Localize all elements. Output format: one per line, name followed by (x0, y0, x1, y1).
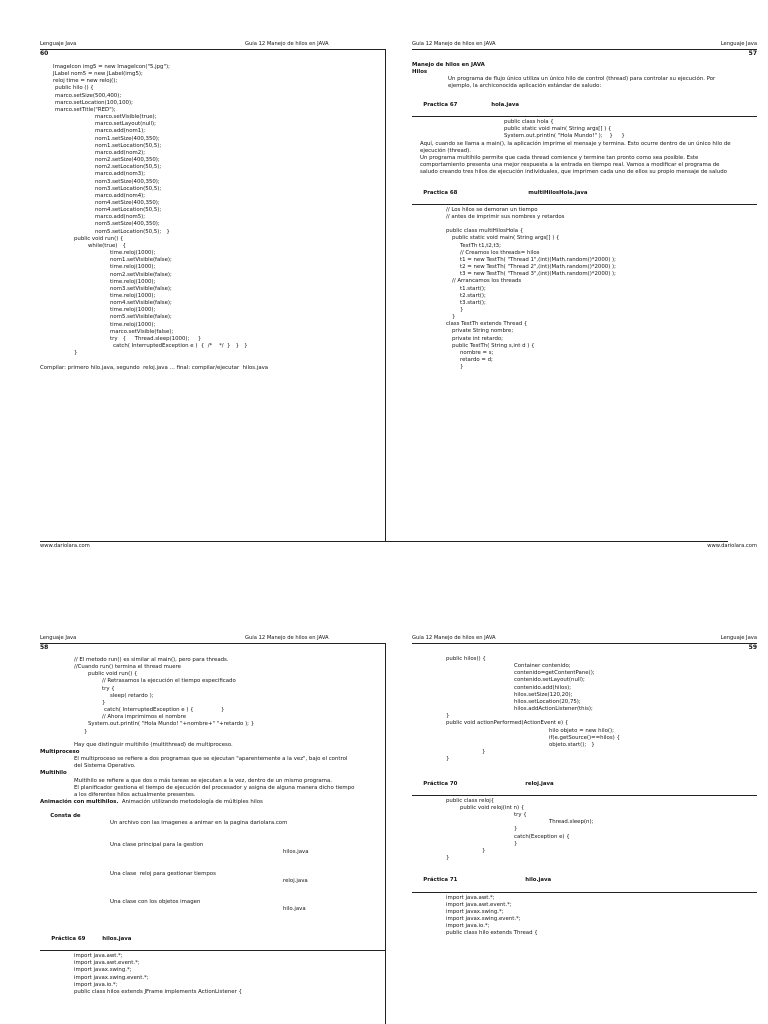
code-line: import java.awt.*; (446, 894, 495, 901)
spread-divider (385, 49, 386, 541)
code-line: // Los hilos se demoran un tiempo (446, 206, 538, 213)
page-body (40, 657, 385, 996)
code-line: public void run() { (74, 235, 124, 242)
section-title: Multiproceso (40, 748, 80, 755)
code-line: marco.setTitle("RED"); (55, 106, 116, 113)
practice-file: hilo.java (525, 877, 552, 884)
code-line: nom2.setVisible(false); (110, 271, 172, 278)
consta-file: reloj.java (283, 877, 308, 884)
page-58 (40, 635, 385, 1024)
code-line: } (482, 847, 486, 854)
consta-row: Un archivo con las imagenes a animar en la pagina dariolara.com (110, 820, 288, 827)
code-line: nom4.setVisible(false); (110, 300, 172, 307)
code-line: public hilo () { (55, 85, 94, 92)
code-line: } (446, 756, 450, 763)
code-line: public hilos() { (446, 656, 486, 662)
code-line: nom5.setSize(400,350); (95, 221, 160, 228)
page-number: 59 (748, 644, 757, 651)
code-line: nom2.setLocation(50,5); (95, 164, 162, 171)
consta-label: Consta de (50, 813, 81, 820)
code-line: catch( InterruptedException e ) { } (104, 707, 225, 714)
paragraph: Multihilo se refiere a que dos o más tareas se ejecutan a la vez, dentro de un mismo programa. (74, 777, 332, 784)
header-rule (412, 49, 757, 50)
code-line: contenido=getContentPane(); (514, 670, 595, 677)
page-60 (40, 41, 385, 553)
code-line: catch( InterruptedException e ) { /* */ } } } (113, 343, 248, 350)
code-line: // Retrasamos la ejecución el tiempo especificado (102, 678, 236, 685)
header-guide-label: Guía 12 Manejo de hilos en JAVA (412, 635, 496, 641)
header-rule (412, 643, 757, 644)
practice-label: Practica 68 (423, 189, 458, 196)
code-line: t2.start(); (460, 292, 486, 299)
code-line: } (460, 306, 464, 313)
page-number: 57 (748, 50, 757, 57)
practice-heading (40, 929, 385, 951)
code-line: if(e.getSource()==hilos) { (549, 734, 620, 741)
paragraph: Un programa multihilo permite que cada thread comience y termine tan pronto como sea posible. Este comportamiento presenta una mejor respuesta a la entrada en tiempo real. Vamos a modificar el programa de saludo creando tres hilos de ejecución individuales, que imprimen cada uno de ellos su propio mensaje de saludo (420, 154, 727, 176)
practice-label: Práctica 69 (51, 935, 86, 942)
code-line: time.reloj(1000); (110, 278, 156, 285)
code-line: import java.awt.event.*; (446, 901, 512, 908)
code-line: import javax.swing.*; (74, 967, 132, 974)
section-subtitle: Hilos (412, 69, 428, 76)
practice-heading (412, 773, 757, 795)
code-line: import javax.swing.*; (446, 909, 504, 915)
code-line: t1 = new TestTh( "Thread 1",(int)(Math.random()*2000) ); (460, 256, 616, 263)
code-line: time.reloj(1000); (110, 264, 156, 271)
code-line: t1.start(); (460, 285, 486, 292)
code-line: contenido.setLayout(null); (514, 677, 585, 684)
page-body (412, 656, 757, 938)
code-line: nom5.setLocation(50,5); } (95, 228, 170, 235)
practice-heading (412, 95, 757, 117)
practice-file: hilos.java (102, 935, 132, 942)
practice-file: reloj.java (525, 780, 554, 787)
code-line: hilos.setSize(120,20); (514, 691, 573, 698)
code-line: TestTh t1,t2,t3; (460, 242, 501, 249)
code-line: time.reloj(1000); (110, 321, 156, 328)
code-line: retardo = d; (460, 357, 493, 364)
code-line: private String nombre; (452, 328, 514, 335)
code-line: t2 = new TestTh( "Thread 2",(int)(Math.random()*2000) ); (460, 264, 616, 271)
code-line: } (514, 826, 518, 833)
code-line: } (102, 699, 106, 706)
section-title: Manejo de hilos en JAVA (412, 62, 485, 68)
header-rule (40, 643, 385, 644)
section-title: Animación con multihilos. (40, 798, 119, 805)
code-line: objeto.start(); } (549, 741, 595, 748)
code-line: ImageIcon img5 = new ImageIcon("5.jpg"); (53, 64, 170, 70)
code-line: marco.add(nom3); (95, 171, 146, 178)
code-line: } (446, 855, 450, 862)
header-right-label: Lenguaje Java (720, 41, 757, 47)
code-line: t3.start(); (460, 299, 486, 306)
consta-row: Una clase reloj para gestionar tiempos (110, 870, 216, 877)
code-line: reloj time = new reloj(); (53, 78, 118, 85)
code-line: nom3.setLocation(50,5); (95, 185, 162, 192)
code-line: } (84, 728, 88, 735)
practice-label: Practica 67 (423, 101, 458, 108)
spread-bottom-rule (40, 541, 728, 542)
code-line: System.out.println( "Hola Mundo! "+nombre+" "+retardo ); } (88, 721, 255, 728)
code-line: public TestTh( String s,int d ) { (452, 342, 535, 349)
header-guide-label: Guía 12 Manejo de hilos en JAVA (245, 635, 329, 641)
code-line: marco.add(nom4); (95, 192, 146, 199)
code-line: // Creamos los threads= hilos (460, 249, 540, 256)
header-right-label: Lenguaje Java (720, 635, 757, 641)
consta-row: Una clase con los objetos imagen (110, 899, 201, 906)
code-line: } (446, 713, 450, 720)
code-line: public static void main( String args[] ) { (504, 126, 612, 133)
code-line: } (460, 364, 464, 371)
practice-heading (412, 182, 757, 204)
paragraph: Un programa de flujo único utiliza un único hilo de control (thread) para controlar su ejecución. Por ejemplo, la archiconocida aplicación estándar de saludo: (448, 76, 716, 90)
code-line: class TestTh extends Thread { (446, 321, 528, 328)
code-line: nom2.setSize(400,350); (95, 157, 160, 164)
page-number: 58 (40, 644, 49, 651)
code-line: public class hilos extends JFrame implements ActionListener { (74, 988, 242, 995)
code-line: import java.awt.event.*; (74, 960, 140, 967)
code-line: catch(Exception e) { (514, 833, 570, 840)
header-guide-label: Guía 12 Manejo de hilos en JAVA (245, 41, 329, 47)
code-line: import javax.swing.event.*; (446, 916, 521, 923)
code-line: } (74, 350, 78, 357)
code-line: import java.io.*; (74, 981, 118, 988)
code-line: // El metodo run() es similar al main(), pero para threads. (74, 657, 229, 663)
code-line: public class multiHilosHola { (446, 228, 524, 235)
code-line: import java.awt.*; (74, 953, 123, 960)
practice-heading (412, 870, 757, 892)
code-line: marco.setLayout(null); (95, 121, 156, 128)
code-line: t3 = new TestTh( "Thread 3",(int)(Math.random()*2000) ); (460, 271, 616, 278)
code-line: marco.add(nom1); (95, 128, 146, 135)
code-line: Container contenido; (514, 663, 571, 670)
code-line: nom3.setSize(400,350); (95, 178, 160, 185)
practice-file: hola.java (491, 101, 519, 108)
page-57 (412, 41, 757, 553)
code-line: nom1.setLocation(50,5); (95, 142, 162, 149)
code-line: public class hola { (504, 119, 554, 126)
header-left-label: Lenguaje Java (40, 635, 77, 641)
code-line: nom1.setSize(400,350); (95, 135, 160, 142)
code-line: marco.setLocation(100,100); (55, 99, 133, 106)
page-number: 60 (40, 50, 49, 57)
header-rule (40, 49, 385, 50)
footer-url: www.dariolara.com (40, 543, 90, 549)
footer-url: www.dariolara.com (707, 543, 757, 549)
compile-note: Compilar: primero hilo.java, segundo reloj.java … final: compilar/ejecutar hilos.java (40, 365, 269, 372)
code-line: private int retardo; (452, 335, 504, 342)
page-59 (412, 635, 757, 1024)
header-left-label: Lenguaje Java (40, 41, 77, 47)
practice-file: multiHilosHola.java (528, 189, 588, 196)
code-line: } (452, 314, 456, 321)
code-line: time.reloj(1000); (110, 307, 156, 314)
code-line: JLabel nom5 = new JLabel(img5); (53, 71, 143, 78)
code-line: nom4.setSize(400,350); (95, 199, 160, 206)
consta-file: hilos.java (283, 849, 309, 856)
code-line: public void run() { (88, 671, 138, 678)
code-line: nombre = s; (460, 349, 494, 356)
code-line: try { (514, 812, 527, 819)
paragraph: El multiproceso se refiere a dos programas que se ejecutan "aparentemente a la vez", bajo el control del Sistema Operativo. (74, 756, 348, 770)
practice-label: Práctica 70 (423, 780, 458, 787)
code-line: sleep( retardo ); (110, 692, 154, 699)
code-line: time.reloj(1000); (110, 293, 156, 299)
page-body (412, 62, 757, 371)
code-line: public void reloj(int n) { (460, 804, 525, 811)
code-line: import java.io.*; (446, 923, 490, 930)
code-line: import javax.swing.event.*; (74, 974, 149, 981)
code-line: try { (102, 685, 115, 692)
consta-row: Una clase principal para la gestion (110, 841, 204, 848)
code-line: contenido.add(hilos); (514, 684, 572, 691)
code-line: marco.add(nom2); (95, 149, 146, 156)
code-line: hilos.addActionListener(this); (514, 706, 593, 713)
code-line: } (514, 840, 518, 847)
code-line: // antes de imprimir sus nombres y retardos (446, 213, 565, 220)
code-line: nom4.setLocation(50,5); (95, 207, 162, 214)
code-line: public static void main( String args[] ) { (452, 235, 560, 242)
code-line: Thread.sleep(n); (549, 819, 594, 826)
code-line: try { Thread.sleep(1000); } (110, 335, 202, 342)
paragraph: Aquí, cuando se llama a main(), la aplicación imprime el mensaje y termina. Esto ocurre dentro de un único hilo de ejecución (thread). (420, 140, 731, 154)
header-guide-label: Guía 12 Manejo de hilos en JAVA (412, 41, 496, 47)
code-line: nom3.setVisible(false); (110, 285, 172, 292)
code-line: marco.setVisible(false); (110, 328, 174, 335)
code-block (40, 64, 385, 373)
code-line: nom1.setVisible(false); (110, 257, 172, 264)
code-line: // Arrancamos los threads (452, 278, 522, 285)
consta-file: hilo.java (283, 906, 306, 913)
code-line: // Ahora imprimimos el nombre (102, 714, 187, 721)
spread-divider (385, 643, 386, 1024)
code-line: public class hilo extends Thread { (446, 930, 538, 937)
code-line (412, 221, 757, 228)
code-line: nom5.setVisible(false); (110, 314, 172, 321)
code-line: public class reloj{ (446, 797, 495, 804)
code-line: hilo objeto = new hilo(); (549, 727, 614, 734)
code-line: while(true) { (88, 242, 126, 249)
code-line: time.reloj(1000); (110, 250, 156, 257)
code-line: marco.setSize(500,400); (55, 92, 122, 99)
code-line: public void actionPerformed(ActionEvent e) { (446, 720, 569, 727)
code-line: System.out.println( "Hola Mundo!" ); } } (504, 133, 625, 140)
code-line: marco.setVisible(true); (95, 114, 157, 121)
section-text: Animación utilizando metodología de múltiples hilos (121, 798, 263, 805)
code-line: } (482, 749, 486, 756)
code-line: marco.add(nom5); (95, 214, 146, 221)
paragraph: El planificador gestiona el tiempo de ejecución del procesador y asigna de alguna manera dicho tiempo a los diferentes hilos actualmente presentes. (74, 784, 355, 798)
section-title: Multihilo (40, 770, 67, 777)
code-line: //Cuando run() termina el thread muere (74, 664, 181, 671)
code-line: hilos.setLocation(20,75); (514, 698, 581, 705)
practice-label: Práctica 71 (423, 877, 458, 884)
paragraph: Hay que distinguir multihilo (multithread) de multiproceso. (74, 741, 233, 748)
